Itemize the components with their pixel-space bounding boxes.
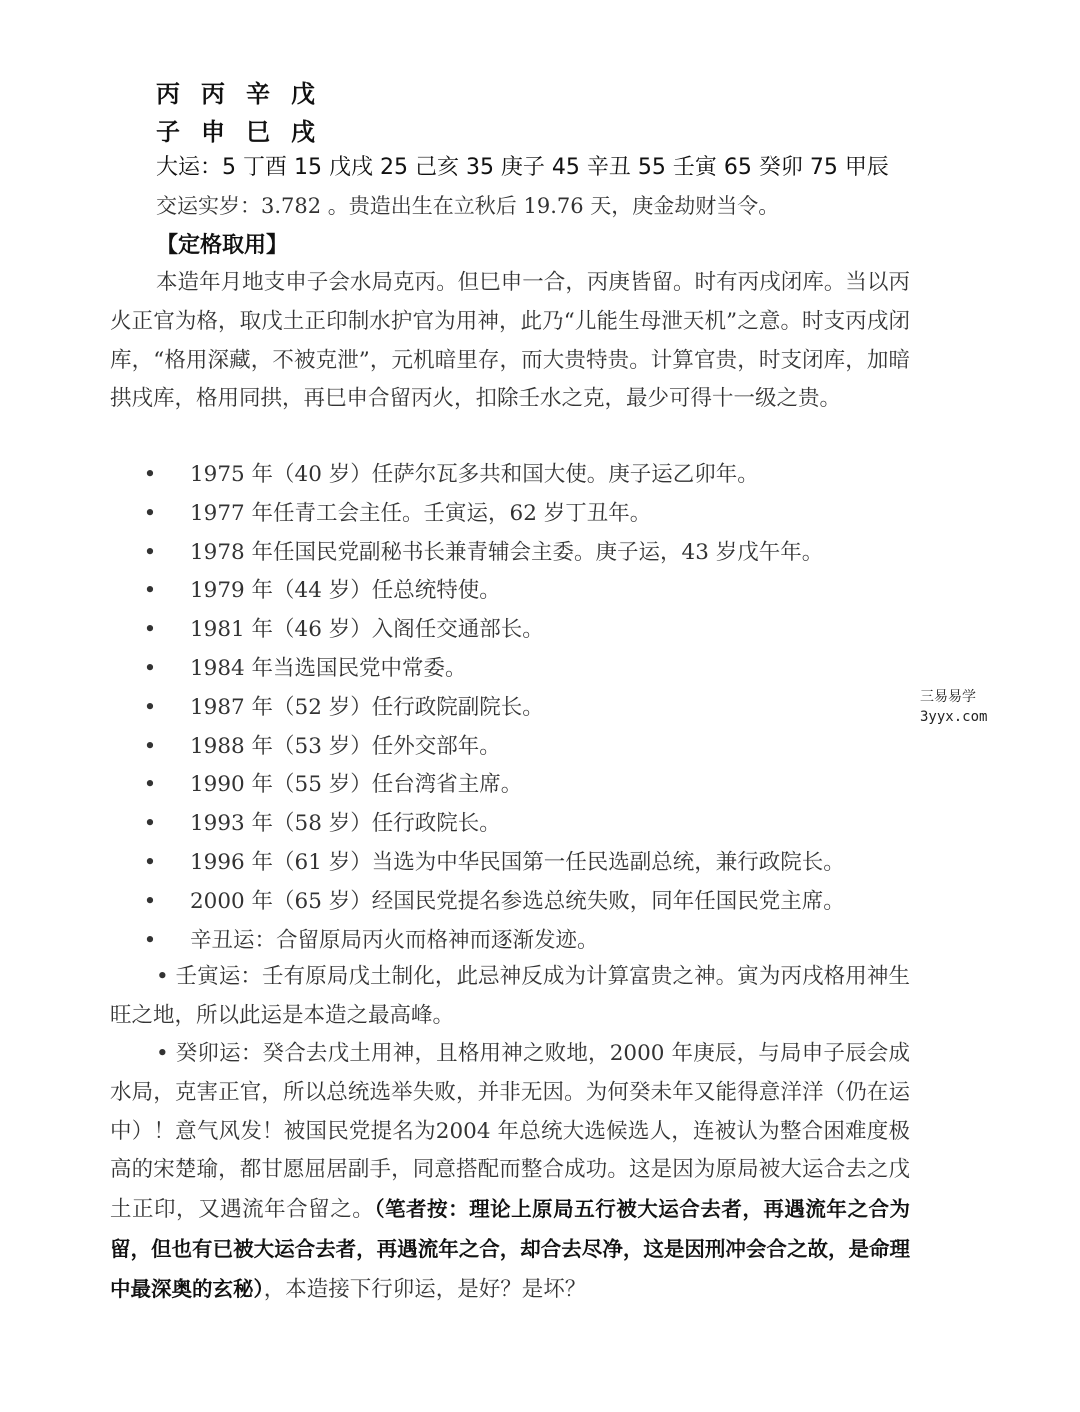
event-text: 1987 年（52 岁）任行政院副院长。 xyxy=(190,694,544,720)
list-item xyxy=(110,805,910,844)
bullet-icon: • xyxy=(143,733,157,759)
stem-day: 辛 xyxy=(246,80,270,108)
event-text: 1993 年（58 岁）任行政院长。 xyxy=(190,811,501,837)
list-item xyxy=(110,572,910,611)
bullet-icon: • xyxy=(143,655,157,681)
bullet-icon: • xyxy=(143,772,157,798)
bullet-icon: • xyxy=(143,617,157,643)
event-text: 1990 年（55 岁）任台湾省主席。 xyxy=(190,772,523,798)
jiaoyun-line: 交运实岁：3.782 。贵造出生在立秋后 19.76 天，庚金劫财当令。 xyxy=(156,194,780,218)
heavenly-stems-row xyxy=(156,74,336,109)
list-item xyxy=(110,922,910,961)
watermark-logo xyxy=(920,687,987,727)
renyin-paragraph xyxy=(110,958,910,1036)
stem-hour: 戊 xyxy=(291,80,315,108)
bullet-icon: • xyxy=(143,888,157,914)
branch-year: 子 xyxy=(156,118,180,146)
list-item xyxy=(110,766,910,805)
event-text: 1996 年（61 岁）当选为中华民国第一任民选副总统，兼行政院长。 xyxy=(190,849,845,875)
list-item xyxy=(110,534,910,573)
event-text: 1977 年任青工会主任。壬寅运，62 岁丁丑年。 xyxy=(190,500,652,526)
earthly-branches-row xyxy=(156,112,336,147)
event-text: 辛丑运：合留原局丙火而格神而逐渐发迹。 xyxy=(190,927,599,953)
list-item xyxy=(110,611,910,650)
stem-month: 丙 xyxy=(201,80,225,108)
intro-paragraph: 本造年月地支申子会水局克丙。但巳申一合，丙庚皆留。时有丙戌闭库。当以丙火正官为格，取戊土正印制水护官为用神，此乃“儿能生母泄天机”之意。时支丙戌闭库，“格用深藏，不被克泄”，元机暗里存，而大贵特贵。计算官贵，时支闭库，加暗拱戌库，格用同拱，再巳申合留丙火，扣除壬水之克，最少可得十一级之贵。 xyxy=(110,270,910,412)
branch-hour: 戌 xyxy=(291,118,315,146)
event-text: 1975 年（40 岁）任萨尔瓦多共和国大使。庚子运乙卯年。 xyxy=(190,462,759,487)
bullet-icon: • xyxy=(143,500,157,526)
event-text: 1984 年当选国民党中常委。 xyxy=(190,655,467,681)
event-text: 1979 年（44 岁）任总统特使。 xyxy=(190,578,501,604)
event-text: 1988 年（53 岁）任外交部年。 xyxy=(190,733,501,759)
bullet-icon: • xyxy=(143,694,157,720)
guimao-text-end: ，本造接下行卯运，是好？是坏？ xyxy=(263,1276,587,1302)
event-text: 1978 年任国民党副秘书长兼青辅会主委。庚子运，43 岁戊午年。 xyxy=(190,539,824,565)
list-item xyxy=(110,728,910,767)
event-list xyxy=(110,456,910,960)
branch-month: 申 xyxy=(201,118,225,146)
dayun-line: 大运：5 丁酉 15 戊戌 25 己亥 35 庚子 45 辛丑 55 壬寅 65 癸卯 75 甲辰 xyxy=(156,155,889,180)
renyin-text: 壬寅运：壬有原局戊土制化，此忌神反成为计算富贵之神。寅为丙戌格用神生旺之地，所以此运是本造之最高峰。 xyxy=(110,964,910,1028)
section-title: 【定格取用】 xyxy=(156,233,289,258)
stem-year: 丙 xyxy=(156,80,180,108)
list-item xyxy=(110,689,910,728)
bullet-icon: • xyxy=(156,1041,169,1066)
event-text: 1981 年（46 岁）入阁任交通部长。 xyxy=(190,617,544,643)
bullet-icon: • xyxy=(143,578,157,604)
author-note: （笔者按：理论上原局五行被大运合去者，再遇流年之合为留，但也有已被大运合去者，再遇流年之合，却合去尽净，这是因刑冲会合之故，是命理中最深奥的玄秘） xyxy=(110,1197,910,1301)
list-item xyxy=(110,844,910,883)
watermark-name: 三易易学 xyxy=(920,689,976,705)
list-item xyxy=(110,883,910,922)
bullet-icon: • xyxy=(143,811,157,837)
list-item xyxy=(110,495,910,534)
bullet-icon: • xyxy=(143,849,157,875)
guimao-text-start: 癸卯运：癸合去戊土用神，且格用神之败地，2000 年庚辰，与局申子辰会成水局，克害正官，所以总统选举失败，并非无因。为何癸未年又能得意洋洋（仍在运中）！意气风发！被国民党提名为2004 年总统大选候选人，连被认为整合困难度极高的宋楚瑜，都甘愿屈居副手，同意搭配而整合成功。这是因为原局被大运合去之戊土正印，又遇流年合留之。 xyxy=(110,1041,910,1223)
bullet-icon: • xyxy=(143,539,157,565)
bullet-icon: • xyxy=(156,964,169,989)
watermark-site: 3yyx.com xyxy=(920,709,988,725)
guimao-paragraph xyxy=(110,1035,910,1310)
bullet-icon: • xyxy=(143,462,157,487)
list-item xyxy=(110,650,910,689)
list-item xyxy=(110,456,910,495)
event-text: 2000 年（65 岁）经国民党提名参选总统失败，同年任国民党主席。 xyxy=(190,888,845,914)
bullet-icon: • xyxy=(143,927,157,953)
branch-day: 巳 xyxy=(246,118,270,146)
